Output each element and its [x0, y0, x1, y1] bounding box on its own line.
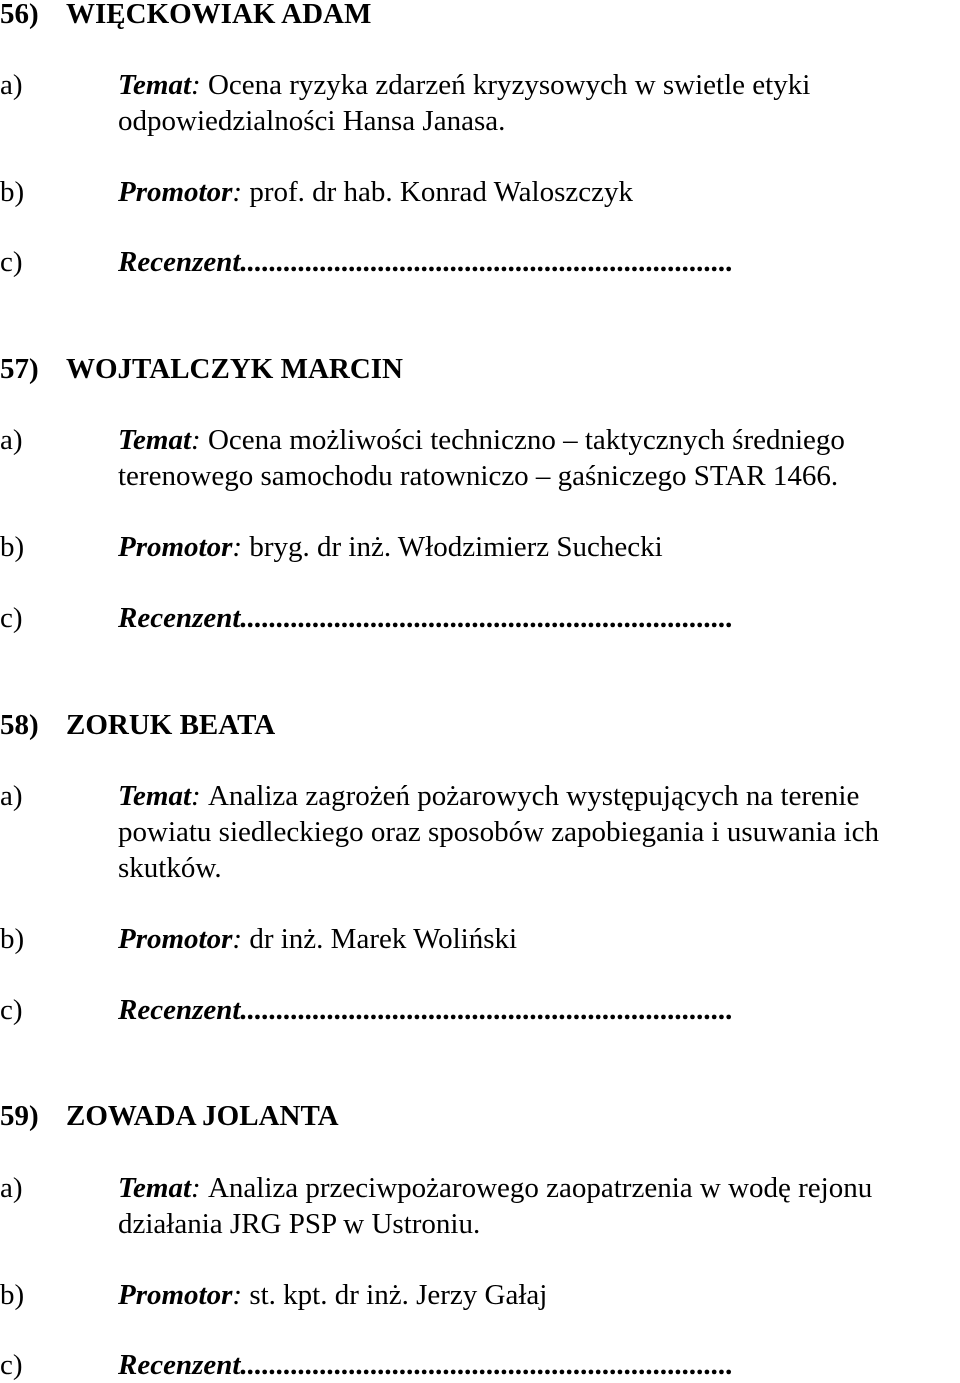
promoter-value: prof. dr hab. Konrad Waloszczyk [249, 176, 633, 208]
topic-text: Analiza zagrożeń pożarowych występujących na terenie [207, 780, 860, 812]
item-marker: a) [0, 780, 23, 812]
topic-text: skutków. [118, 852, 222, 884]
item-marker: c) [0, 246, 23, 278]
entry-number: 58) [0, 709, 39, 741]
topic-label: Temat [118, 780, 192, 812]
entry-name: WIĘCKOWIAK ADAM [66, 0, 372, 30]
entry-number: 57) [0, 353, 39, 385]
topic-text: terenowego samochodu ratowniczo – gaśniczego STAR 1466. [118, 460, 839, 492]
item-marker: c) [0, 1349, 23, 1381]
item-marker: a) [0, 424, 23, 456]
item-marker: b) [0, 923, 25, 955]
promoter-label: Promotor [118, 531, 233, 563]
topic-label: Temat [118, 424, 192, 456]
promoter-label: Promotor [118, 1279, 233, 1311]
item-marker: a) [0, 69, 23, 101]
topic-label: Temat [118, 69, 192, 101]
item-marker: c) [0, 602, 23, 634]
entry-name: ZOWADA JOLANTA [66, 1100, 339, 1132]
topic-text: powiatu siedleckiego oraz sposobów zapobiegania i usuwania ich [118, 816, 880, 848]
topic-text: Ocena ryzyka zdarzeń kryzysowych w swietle etyki [207, 69, 811, 101]
item-marker: b) [0, 531, 25, 563]
item-marker: b) [0, 1279, 25, 1311]
promoter-value: st. kpt. dr inż. Jerzy Gałaj [249, 1279, 548, 1311]
entry-heading [0, 351, 403, 387]
entry-number: 56) [0, 0, 39, 30]
topic-text: działania JRG PSP w Ustroniu. [118, 1208, 481, 1240]
promoter-value: bryg. dr inż. Włodzimierz Suchecki [249, 531, 663, 563]
reviewer-text: Recenzent.................................................................... [118, 1349, 734, 1381]
topic-text: Analiza przeciwpożarowego zaopatrzenia w wodę rejonu [207, 1172, 873, 1204]
entry-heading [0, 0, 371, 32]
item-marker: c) [0, 994, 23, 1026]
entry-heading [0, 707, 275, 743]
reviewer-text: Recenzent.................................................................... [118, 246, 734, 278]
topic-text: Ocena możliwości techniczno – taktycznych średniego [207, 424, 845, 456]
topic-text: odpowiedzialności Hansa Janasa. [118, 105, 506, 137]
entry-heading [0, 1098, 339, 1134]
item-marker: a) [0, 1172, 23, 1204]
reviewer-text: Recenzent.................................................................... [118, 602, 734, 634]
promoter-label: Promotor [118, 923, 233, 955]
reviewer-text: Recenzent.................................................................... [118, 994, 734, 1026]
entry-name: ZORUK BEATA [66, 709, 276, 741]
item-marker: b) [0, 176, 25, 208]
topic-label: Temat [118, 1172, 192, 1204]
entry-name: WOJTALCZYK MARCIN [66, 353, 403, 385]
promoter-label: Promotor [118, 176, 233, 208]
entry-number: 59) [0, 1100, 39, 1132]
promoter-value: dr inż. Marek Woliński [249, 923, 518, 955]
